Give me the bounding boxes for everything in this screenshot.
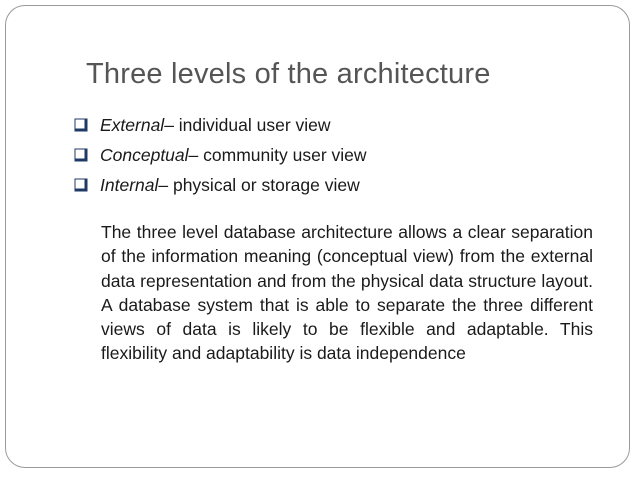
- bullet-description: – physical or storage view: [158, 174, 360, 195]
- body-paragraph: The three level database architecture allows a clear separation of the information meaning (conceptual view) from the external data representation and from the physical data structure layout. A database system that is able to separate the three different views of data is likely to be flexible and adaptable. This flexibility and adaptability is data independence: [101, 222, 593, 364]
- slide-title: Three levels of the architecture: [86, 58, 491, 90]
- slide-frame: [5, 5, 630, 468]
- list-item: [74, 140, 367, 170]
- bullet-term: Internal: [100, 174, 159, 195]
- bullet-term: External: [100, 114, 165, 135]
- bullet-description: – community user view: [188, 144, 367, 165]
- bullet-term: Conceptual: [100, 144, 189, 165]
- list-item: [74, 110, 367, 140]
- checkbox-bullet-icon: [74, 178, 88, 192]
- list-item: [74, 170, 367, 200]
- bullet-description: – individual user view: [164, 114, 331, 135]
- bullet-list: [74, 110, 367, 200]
- checkbox-bullet-icon: [74, 118, 88, 132]
- checkbox-bullet-icon: [74, 148, 88, 162]
